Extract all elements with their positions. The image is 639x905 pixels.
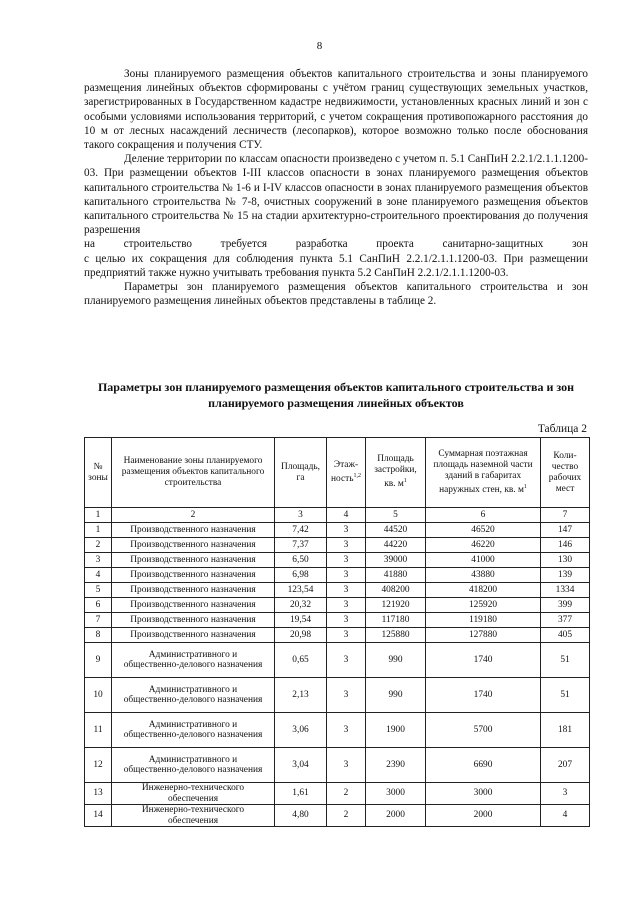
cell-floors: 3 — [327, 713, 366, 748]
header-built-area: Площадь застройки, кв. $м^1$ — [366, 438, 426, 508]
table-row — [85, 538, 590, 553]
cell-floor-area: 1740 — [426, 678, 541, 713]
cell-workplaces: 207 — [541, 748, 590, 783]
cell-zone-name: Производственного назначения — [112, 583, 275, 598]
cell-workplaces: 3 — [541, 783, 590, 805]
cell-area: 0,65 — [275, 643, 327, 678]
cell-floor-area: 2000 — [426, 805, 541, 827]
cell-floors: 3 — [327, 568, 366, 583]
cell-zone-name: Производственного назначения — [112, 628, 275, 643]
cell-zone-number: 11 — [85, 713, 112, 748]
cell-built-area: 39000 — [366, 553, 426, 568]
cell-workplaces: 377 — [541, 613, 590, 628]
table-row — [85, 598, 590, 613]
cell-zone-number: 6 — [85, 598, 112, 613]
cell-floors: 3 — [327, 598, 366, 613]
cell-area: 3,06 — [275, 713, 327, 748]
cell-floors: 3 — [327, 613, 366, 628]
cell-floor-area: 1740 — [426, 643, 541, 678]
cell-floor-area: 125920 — [426, 598, 541, 613]
cell-workplaces: 399 — [541, 598, 590, 613]
cell-floor-area: 43880 — [426, 568, 541, 583]
table-label: Таблица 2 — [537, 423, 587, 435]
cell-floor-area: 46220 — [426, 538, 541, 553]
cell-zone-name: Производственного назначения — [112, 523, 275, 538]
cell-zone-number: 14 — [85, 805, 112, 827]
cell-built-area: 41880 — [366, 568, 426, 583]
cell-zone-number: 2 — [85, 538, 112, 553]
cell-area: 4,80 — [275, 805, 327, 827]
table-row — [85, 783, 590, 805]
cell-floor-area: 6690 — [426, 748, 541, 783]
cell-workplaces: 139 — [541, 568, 590, 583]
cell-floors: 2 — [327, 783, 366, 805]
cell-floors: 3 — [327, 523, 366, 538]
cell-zone-number: 9 — [85, 643, 112, 678]
cell-built-area: 121920 — [366, 598, 426, 613]
cell-floor-area: 3000 — [426, 783, 541, 805]
cell-built-area: 990 — [366, 678, 426, 713]
cell-zone-number: 5 — [85, 583, 112, 598]
cell-area: 7,42 — [275, 523, 327, 538]
cell-built-area: 125880 — [366, 628, 426, 643]
cell-zone-name: Инженерно-технического обеспечения — [112, 783, 275, 805]
cell-floors: 3 — [327, 678, 366, 713]
paragraph: на строительство требуется разработка проекта санитарно-защитных зон — [84, 238, 588, 251]
cell-built-area: 2000 — [366, 805, 426, 827]
body-text — [84, 67, 588, 308]
cell-floors: 3 — [327, 748, 366, 783]
page-number: 8 — [316, 40, 323, 52]
cell-floor-area: 127880 — [426, 628, 541, 643]
cell-zone-number: 8 — [85, 628, 112, 643]
cell-floors: 3 — [327, 538, 366, 553]
cell-floors: 3 — [327, 583, 366, 598]
table-header-row — [85, 438, 590, 508]
paragraph: с целью их сокращения для соблюдения пункта 5.1 СанПиН 2.2.1/2.1.1.1200-03. При размещении предприятий также нужно учитывать требования пункта 5.2 СанПиН 2.2.1/2.1.1.1200-03. — [84, 252, 588, 279]
cell-area: 3,04 — [275, 748, 327, 783]
table-title: Параметры зон планируемого размещения объектов капитального строительства и зон планируемого размещения линейных объектов — [97, 380, 575, 410]
cell-zone-number: 10 — [85, 678, 112, 713]
table-row — [85, 613, 590, 628]
cell-workplaces: 51 — [541, 643, 590, 678]
table-row — [85, 643, 590, 678]
cell-zone-number: 1 — [85, 523, 112, 538]
cell-built-area: 2390 — [366, 748, 426, 783]
table-row — [85, 713, 590, 748]
cell-floor-area: 418200 — [426, 583, 541, 598]
cell-workplaces: 147 — [541, 523, 590, 538]
cell-built-area: 408200 — [366, 583, 426, 598]
cell-zone-name: Административного и общественно-делового назначения — [112, 643, 275, 678]
cell-floors: 3 — [327, 628, 366, 643]
cell-zone-name: Инженерно-технического обеспечения — [112, 805, 275, 827]
cell-area: 2,13 — [275, 678, 327, 713]
header-floor-area: Суммарная поэтажная площадь наземной части зданий в габаритах наружных стен, кв. $м^1$ — [426, 438, 541, 508]
cell-zone-number: 4 — [85, 568, 112, 583]
paragraph: Деление территории по классам опасности произведено с учетом п. 5.1 СанПиН 2.2.1/2.1.1.1200-03. При размещении объектов I-III классов опасности в зонах планируемого размещения объектов капитального строительства № 1-6 и I-IV классов опасности в зонах планируемого размещения объектов капитального строительства № 7-8, очистных сооружений в зоне планируемого размещения объектов капитального строительства № 15 на стадии архитектурно-строительного проектирования до получения разрешения — [84, 153, 588, 237]
cell-floor-area: 5700 — [426, 713, 541, 748]
cell-area: 7,37 — [275, 538, 327, 553]
cell-built-area: 44520 — [366, 523, 426, 538]
cell-zone-name: Административного и общественно-делового назначения — [112, 678, 275, 713]
cell-workplaces: 405 — [541, 628, 590, 643]
table-row — [85, 553, 590, 568]
cell-zone-name: Административного и общественно-делового назначения — [112, 713, 275, 748]
cell-floor-area: 41000 — [426, 553, 541, 568]
cell-built-area: 3000 — [366, 783, 426, 805]
header-zone-number: № зоны — [85, 438, 112, 508]
cell-zone-name: Производственного назначения — [112, 613, 275, 628]
table-row — [85, 805, 590, 827]
cell-zone-number: 3 — [85, 553, 112, 568]
header-workplaces: Коли-чество рабочих мест — [541, 438, 590, 508]
paragraph: Параметры зон планируемого размещения объектов капитального строительства и зон планируемого размещения линейных объектов представлены в таблице 2. — [84, 281, 588, 308]
header-floors: Этаж-ность$^{1,2}$ — [327, 438, 366, 508]
table-row — [85, 678, 590, 713]
cell-floors: 2 — [327, 805, 366, 827]
header-zone-name: Наименование зоны планируемого размещения объектов капитального строительства — [112, 438, 275, 508]
cell-zone-number: 13 — [85, 783, 112, 805]
cell-area: 6,98 — [275, 568, 327, 583]
cell-built-area: 117180 — [366, 613, 426, 628]
cell-zone-name: Производственного назначения — [112, 538, 275, 553]
cell-floor-area: 46520 — [426, 523, 541, 538]
cell-area: 123,54 — [275, 583, 327, 598]
cell-workplaces: 181 — [541, 713, 590, 748]
cell-workplaces: 51 — [541, 678, 590, 713]
table-row — [85, 748, 590, 783]
cell-workplaces: 146 — [541, 538, 590, 553]
cell-floors: 3 — [327, 643, 366, 678]
cell-workplaces: 130 — [541, 553, 590, 568]
table-row — [85, 583, 590, 598]
cell-workplaces: 1334 — [541, 583, 590, 598]
cell-zone-name: Производственного назначения — [112, 598, 275, 613]
cell-floors: 3 — [327, 553, 366, 568]
cell-area: 1,61 — [275, 783, 327, 805]
cell-workplaces: 4 — [541, 805, 590, 827]
cell-area: 6,50 — [275, 553, 327, 568]
cell-zone-number: 7 — [85, 613, 112, 628]
cell-zone-number: 12 — [85, 748, 112, 783]
header-area: Площадь, га — [275, 438, 327, 508]
cell-area: 20,32 — [275, 598, 327, 613]
cell-area: 20,98 — [275, 628, 327, 643]
paragraph: Зоны планируемого размещения объектов капитального строительства и зоны планируемого размещения линейных объектов сформированы с учётом границ существующих земельных участков, зарегистрированных в Государственном кадастре недвижимости, установленных красных линий и зон с особыми условиями использования территорий, с учетом сокращения противопожарного расстояния до 10 м от лесных насаждений лесничеств (лесопарков), которое возможно только после обоснования такого сокращения и получения СТУ. — [84, 68, 588, 152]
table-row — [85, 568, 590, 583]
cell-zone-name: Производственного назначения — [112, 553, 275, 568]
table-row — [85, 628, 590, 643]
cell-zone-name: Административного и общественно-делового назначения — [112, 748, 275, 783]
parameters-table — [84, 437, 590, 827]
cell-built-area: 990 — [366, 643, 426, 678]
cell-area: 19,54 — [275, 613, 327, 628]
table-row — [85, 523, 590, 538]
cell-zone-name: Производственного назначения — [112, 568, 275, 583]
cell-floor-area: 119180 — [426, 613, 541, 628]
cell-built-area: 44220 — [366, 538, 426, 553]
column-number-row: 1 2 3 4 5 6 7 — [85, 508, 590, 523]
cell-built-area: 1900 — [366, 713, 426, 748]
